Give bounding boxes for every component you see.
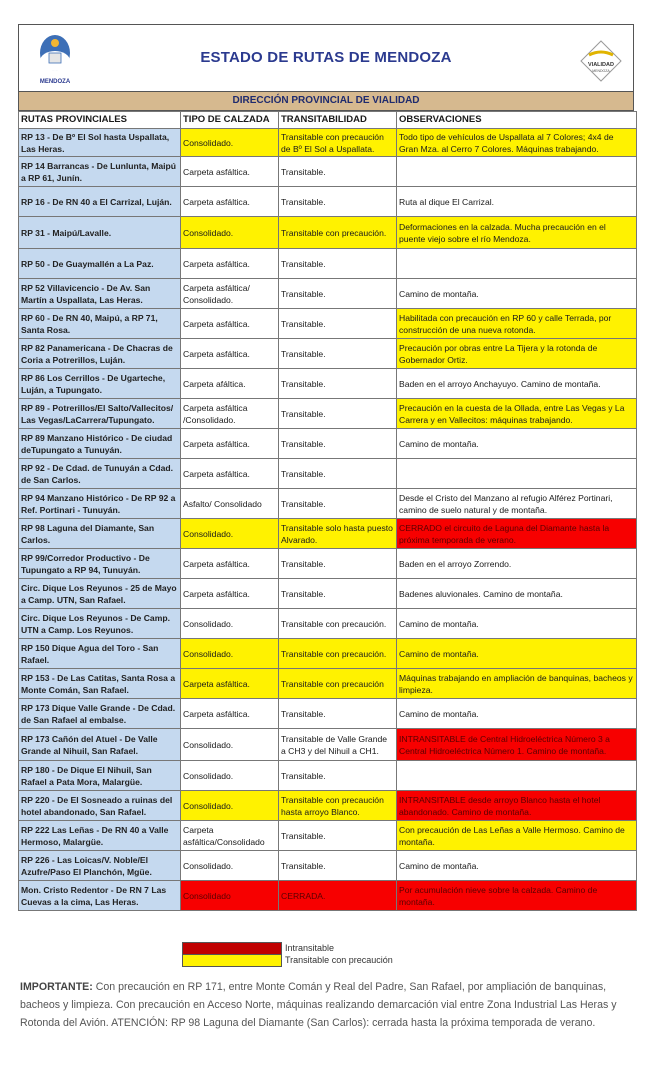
observaciones-cell: Habilitada con precaución en RP 60 y calle Terrada, por construcción de una nueva rotonda. [397,309,637,339]
calzada-cell: Consolidado. [181,129,279,157]
route-cell: RP 99/Corredor Productivo - De Tupungato a RP 94, Tunuyán. [19,549,181,579]
table-row [19,881,637,911]
calzada-cell: Consolidado [181,881,279,911]
transitabilidad-cell: Transitable. [279,821,397,851]
column-header-observaciones: OBSERVACIONES [397,112,637,129]
observaciones-cell: Por acumulación nieve sobre la calzada. Camino de montaña. [397,881,637,911]
table-row [19,309,637,339]
observaciones-cell: Baden en el arroyo Anchayuyo. Camino de montaña. [397,369,637,399]
calzada-cell: Carpeta asfáltica. [181,699,279,729]
table-row [19,851,637,881]
observaciones-cell: Todo tipo de vehículos de Uspallata al 7 Colores; 4x4 de Gran Mza. al Cerro 7 Colores. Máquinas trabajando. [397,129,637,157]
table-row [19,279,637,309]
observaciones-cell [397,249,637,279]
observaciones-cell: Baden en el arroyo Zorrendo. [397,549,637,579]
route-cell: Circ. Dique Los Reyunos - De Camp. UTN a Camp. Los Reyunos. [19,609,181,639]
route-cell: RP 220 - De El Sosneado a ruinas del hotel abandonado, San Rafael. [19,791,181,821]
column-header-transitabilidad: TRANSITABILIDAD [279,112,397,129]
route-cell: RP 13 - De Bº El Sol hasta Uspallata, Las Heras. [19,129,181,157]
table-row [19,129,637,157]
route-cell: RP 173 Dique Valle Grande - De Cdad. de San Rafael al embalse. [19,699,181,729]
table-row [19,609,637,639]
calzada-cell: Consolidado. [181,519,279,549]
column-header-calzada: TIPO DE CALZADA [181,112,279,129]
transitabilidad-cell: Transitable. [279,761,397,791]
calzada-cell: Consolidado. [181,217,279,249]
table-row [19,791,637,821]
calzada-cell: Carpeta asfáltica. [181,339,279,369]
transitabilidad-cell: Transitable con precaución de Bº El Sol a Uspallata. [279,129,397,157]
calzada-cell: Carpeta asfáltica. [181,459,279,489]
route-cell: RP 16 - De RN 40 a El Carrizal, Luján. [19,187,181,217]
table-row [19,549,637,579]
calzada-cell: Carpeta asfáltica. [181,429,279,459]
transitabilidad-cell: Transitable. [279,279,397,309]
transitabilidad-cell: Transitable. [279,851,397,881]
note-text: Con precaución en RP 171, entre Monte Comán y Real del Padre, San Rafael, por ampliación de banquinas, bacheos y limpieza. Con precaución en Acceso Norte, máquinas realizando demarcación vial entre Zona Industrial Las Heras y Rotonda del Avión. ATENCIÓN: RP 98 Laguna del Diamante (San Carlos): cerrada hasta la próxima temporada de verano. [20,981,617,1029]
table-row [19,249,637,279]
transitabilidad-cell: Transitable. [279,309,397,339]
observaciones-cell: CERRADO el circuito de Laguna del Diamante hasta la próxima temporada de verano. [397,519,637,549]
calzada-cell: Consolidado. [181,729,279,761]
observaciones-cell: Camino de montaña. [397,699,637,729]
observaciones-cell: INTRANSITABLE de Central Hidroeléctrica Número 3 a Central Hidroeléctrica Número 1. Camino de montaña. [397,729,637,761]
table-row [19,459,637,489]
observaciones-cell: Camino de montaña. [397,851,637,881]
important-note [20,978,634,1032]
observaciones-cell: Deformaciones en la calzada. Mucha precaución en el puente viejo sobre el río Mendoza. [397,217,637,249]
route-cell: RP 14 Barrancas - De Lunlunta, Maipú a RP 61, Junín. [19,157,181,187]
route-cell: RP 89 - Potrerillos/El Salto/Vallecitos/ Las Vegas/LaCarrera/Tupungato. [19,399,181,429]
table-row [19,639,637,669]
table-row [19,729,637,761]
route-cell: Mon. Cristo Redentor - De RN 7 Las Cuevas a la cima, Las Heras. [19,881,181,911]
transitabilidad-cell: Transitable con precaución. [279,639,397,669]
route-cell: RP 153 - De Las Catitas, Santa Rosa a Monte Comán, San Rafael. [19,669,181,699]
svg-text:VIALIDAD: VIALIDAD [588,62,614,68]
transitabilidad-cell: Transitable. [279,429,397,459]
table-row [19,399,637,429]
calzada-cell: Carpeta asfáltica. [181,669,279,699]
calzada-cell: Carpeta asfáltica/ Consolidado. [181,279,279,309]
calzada-cell: Carpeta asfáltica. [181,249,279,279]
observaciones-cell: INTRANSITABLE desde arroyo Blanco hasta el hotel abandonado. Camino de montaña. [397,791,637,821]
transitabilidad-cell: Transitable. [279,339,397,369]
calzada-cell: Carpeta afáltica. [181,369,279,399]
calzada-cell: Carpeta asfáltica. [181,157,279,187]
calzada-cell: Consolidado. [181,609,279,639]
table-header-row [19,112,637,129]
report-sheet [18,24,634,911]
observaciones-cell: Camino de montaña. [397,429,637,459]
route-cell: RP 86 Los Cerrillos - De Ugarteche, Luján, a Tupungato. [19,369,181,399]
route-cell: RP 150 Dique Agua del Toro - San Rafael. [19,639,181,669]
table-row [19,669,637,699]
transitabilidad-cell: Transitable. [279,459,397,489]
transitabilidad-cell: Transitable. [279,399,397,429]
observaciones-cell: Precaución por obras entre La Tijera y la rotonda de Gobernador Ortiz. [397,339,637,369]
transitabilidad-cell: Transitable. [279,579,397,609]
route-cell: RP 94 Manzano Histórico - De RP 92 a Ref. Portinari - Tunuyán. [19,489,181,519]
legend [182,942,393,966]
transitabilidad-cell: Transitable. [279,187,397,217]
transitabilidad-cell: Transitable con precaución. [279,217,397,249]
observaciones-cell: Desde el Cristo del Manzano al refugio Alférez Portinari, camino de suelo natural y de montaña. [397,489,637,519]
observaciones-cell: Camino de montaña. [397,279,637,309]
route-cell: RP 82 Panamericana - De Chacras de Coria a Potrerillos, Luján. [19,339,181,369]
calzada-cell: Carpeta asfáltica. [181,309,279,339]
transitabilidad-cell: Transitable. [279,369,397,399]
legend-item-precaucion [182,954,393,966]
route-cell: Circ. Dique Los Reyunos - 25 de Mayo a Camp. UTN, San Rafael. [19,579,181,609]
route-cell: RP 98 Laguna del Diamante, San Carlos. [19,519,181,549]
table-row [19,429,637,459]
table-row [19,489,637,519]
table-row [19,761,637,791]
legend-swatch-yellow [182,954,282,967]
route-cell: RP 222 Las Leñas - De RN 40 a Valle Hermoso, Malargüe. [19,821,181,851]
route-cell: RP 50 - De Guaymallén a La Paz. [19,249,181,279]
observaciones-cell: Camino de montaña. [397,639,637,669]
calzada-cell: Consolidado. [181,791,279,821]
calzada-cell: Carpeta asfáltica /Consolidado. [181,399,279,429]
observaciones-cell [397,761,637,791]
table-row [19,519,637,549]
observaciones-cell: Con precaución de Las Leñas a Valle Hermoso. Camino de montaña. [397,821,637,851]
table-row [19,699,637,729]
route-cell: RP 60 - De RN 40, Maipú, a RP 71, Santa Rosa. [19,309,181,339]
note-label: IMPORTANTE: [20,981,93,993]
transitabilidad-cell: Transitable con precaución. [279,609,397,639]
calzada-cell: Carpeta asfáltica. [181,579,279,609]
route-cell: RP 89 Manzano Histórico - De ciudad deTupungato a Tunuyán. [19,429,181,459]
transitabilidad-cell: Transitable de Valle Grande a CH3 y del Nihuil a CH1. [279,729,397,761]
table-row [19,187,637,217]
table-row [19,821,637,851]
legend-label-red: Intransitable [285,943,335,953]
observaciones-cell: Badenes aluvionales. Camino de montaña. [397,579,637,609]
vialidad-logo [579,39,623,83]
column-header-rutas: RUTAS PROVINCIALES [19,112,181,129]
observaciones-cell [397,157,637,187]
route-cell: RP 52 Villavicencio - De Av. San Martín a Uspallata, Las Heras. [19,279,181,309]
route-cell: RP 226 - Las Loicas/V. Noble/El Azufre/Paso El Planchón, Mgüe. [19,851,181,881]
svg-text:MENDOZA: MENDOZA [39,79,71,85]
calzada-cell: Carpeta asfáltica. [181,549,279,579]
table-row [19,217,637,249]
route-cell: RP 180 - De Dique El Nihuil, San Rafael a Pata Mora, Malargüe. [19,761,181,791]
header [18,24,634,91]
observaciones-cell: Máquinas trabajando en ampliación de banquinas, bacheos y limpieza. [397,669,637,699]
observaciones-cell [397,459,637,489]
table-row [19,157,637,187]
calzada-cell: Asfalto/ Consolidado [181,489,279,519]
calzada-cell: Consolidado. [181,851,279,881]
transitabilidad-cell: Transitable. [279,157,397,187]
calzada-cell: Consolidado. [181,761,279,791]
transitabilidad-cell: Transitable. [279,699,397,729]
legend-label-yellow: Transitable con precaución [285,955,393,965]
calzada-cell: Consolidado. [181,639,279,669]
legend-item-intransitable [182,942,393,954]
transitabilidad-cell: Transitable. [279,549,397,579]
transitabilidad-cell: Transitable. [279,249,397,279]
agency-subheader: DIRECCIÓN PROVINCIAL DE VIALIDAD [18,91,634,111]
calzada-cell: Carpeta asfáltica. [181,187,279,217]
page-title: ESTADO DE RUTAS DE MENDOZA [200,49,452,66]
routes-table [18,111,637,911]
transitabilidad-cell: Transitable. [279,489,397,519]
transitabilidad-cell: CERRADA. [279,881,397,911]
svg-text:MENDOZA: MENDOZA [592,69,610,73]
route-cell: RP 92 - De Cdad. de Tunuyán a Cdad. de San Carlos. [19,459,181,489]
calzada-cell: Carpeta asfáltica/Consolidado [181,821,279,851]
table-row [19,339,637,369]
route-cell: RP 173 Cañón del Atuel - De Valle Grande al Nihuil, San Rafael. [19,729,181,761]
transitabilidad-cell: Transitable con precaución hasta arroyo Blanco. [279,791,397,821]
observaciones-cell: Ruta al dique El Carrizal. [397,187,637,217]
route-cell: RP 31 - Maipú/Lavalle. [19,217,181,249]
table-row [19,369,637,399]
observaciones-cell: Precaución en la cuesta de la Ollada, entre Las Vegas y La Carrera y en Vallecitos: máquinas trabajando. [397,399,637,429]
transitabilidad-cell: Transitable solo hasta puesto Alvarado. [279,519,397,549]
observaciones-cell: Camino de montaña. [397,609,637,639]
transitabilidad-cell: Transitable con precaución [279,669,397,699]
table-row [19,579,637,609]
